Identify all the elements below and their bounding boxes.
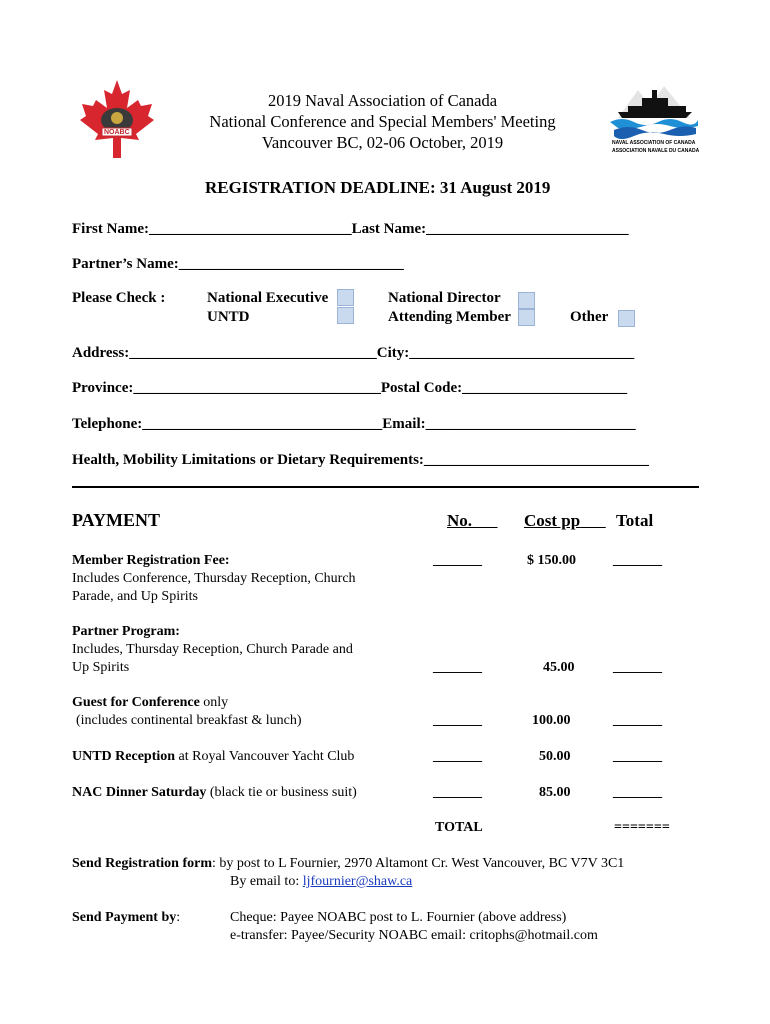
conference-title bbox=[190, 90, 575, 153]
first-name-row bbox=[72, 221, 629, 238]
total-line[interactable]: ======= bbox=[614, 820, 670, 835]
health-row bbox=[72, 452, 649, 469]
send-form-email-row bbox=[230, 874, 412, 890]
nac-dinner-title: NAC Dinner Saturday bbox=[72, 785, 207, 800]
title-line-1: 2019 Naval Association of Canada bbox=[267, 91, 498, 110]
check-other-label: Other bbox=[570, 309, 609, 325]
payment-method-etransfer: e-transfer: Payee/Security NOABC email: critophs@hotmail.com bbox=[230, 928, 598, 943]
guest-title-rest: only bbox=[199, 695, 229, 710]
guest-no[interactable]: _______ bbox=[433, 713, 482, 728]
other-checkbox[interactable] bbox=[618, 310, 635, 327]
province-label: Province: bbox=[72, 380, 134, 396]
telephone-field[interactable]: ________________________________ bbox=[142, 416, 383, 432]
noabc-logo-text: NOABC bbox=[104, 129, 130, 136]
check-untd-label: UNTD bbox=[207, 309, 250, 325]
postal-code-field[interactable]: ______________________ bbox=[462, 380, 628, 396]
send-payment-label: Send Payment by bbox=[72, 910, 177, 925]
province-row bbox=[72, 380, 627, 397]
guest-total[interactable]: _______ bbox=[613, 713, 662, 728]
partner-program-title: Partner Program: bbox=[72, 624, 180, 639]
member-fee-desc-2: Parade, and Up Spirits bbox=[72, 589, 198, 604]
national-executive-checkbox[interactable] bbox=[337, 289, 354, 306]
noabc-logo bbox=[78, 78, 156, 160]
send-form-row bbox=[72, 856, 624, 872]
untd-title: UNTD Reception bbox=[72, 749, 176, 764]
nac-dinner-no[interactable]: _______ bbox=[433, 785, 482, 800]
member-fee-title: Member Registration Fee: bbox=[72, 553, 230, 568]
guest-title: Guest for Conference bbox=[72, 695, 200, 710]
untd-checkbox[interactable] bbox=[337, 307, 354, 324]
payment-method-cheque: Cheque: Payee NOABC post to L. Fournier (above address) bbox=[230, 910, 567, 925]
partner-program-no[interactable]: _______ bbox=[433, 660, 482, 675]
check-attending-member-label: Attending Member bbox=[388, 309, 511, 325]
partner-program-total[interactable]: _______ bbox=[613, 660, 662, 675]
first-name-label: First Name: bbox=[72, 221, 150, 237]
address-row bbox=[72, 345, 634, 362]
email-label: Email: bbox=[382, 416, 426, 432]
nac-logo-text-en: NAVAL ASSOCIATION OF CANADA bbox=[612, 140, 696, 146]
send-form-address: : by post to L Fournier, 2970 Altamont Cr. West Vancouver, BC V7V 3C1 bbox=[212, 856, 625, 871]
nac-dinner-total[interactable]: _______ bbox=[613, 785, 662, 800]
untd-cost: 50.00 bbox=[539, 749, 571, 764]
last-name-label: Last Name: bbox=[351, 221, 427, 237]
send-form-email-prefix: By email to: bbox=[230, 874, 303, 889]
nac-dinner-rest: (black tie or business suit) bbox=[206, 785, 357, 800]
member-fee-cost: $ 150.00 bbox=[527, 553, 576, 568]
nac-logo-text-fr: ASSOCIATION NAVALE DU CANADA bbox=[612, 148, 700, 154]
registration-deadline: REGISTRATION DEADLINE: 31 August 2019 bbox=[205, 178, 551, 197]
send-payment-colon: : bbox=[176, 910, 181, 925]
partner-program-cost: 45.00 bbox=[543, 660, 575, 675]
untd-row bbox=[72, 749, 354, 765]
total-label: TOTAL bbox=[435, 820, 483, 835]
health-field[interactable]: ______________________________ bbox=[423, 452, 649, 468]
send-form-label: Send Registration form bbox=[72, 856, 212, 871]
section-divider bbox=[72, 486, 699, 488]
send-payment-row bbox=[72, 910, 180, 926]
untd-rest: at Royal Vancouver Yacht Club bbox=[175, 749, 355, 764]
check-national-director-label: National Director bbox=[388, 290, 501, 306]
email-field[interactable]: ____________________________ bbox=[425, 416, 636, 432]
maple-leaf-icon bbox=[78, 78, 156, 160]
untd-total[interactable]: _______ bbox=[613, 749, 662, 764]
nac-logo bbox=[608, 80, 700, 160]
partner-program-desc-1: Includes, Thursday Reception, Church Parade and bbox=[72, 642, 353, 657]
guest-cost: 100.00 bbox=[532, 713, 571, 728]
partner-name-field[interactable]: ______________________________ bbox=[178, 256, 404, 272]
member-fee-no[interactable]: _______ bbox=[433, 553, 482, 568]
telephone-row bbox=[72, 416, 636, 433]
city-label: City: bbox=[376, 345, 410, 361]
first-name-field[interactable]: ___________________________ bbox=[149, 221, 352, 237]
col-total-header: Total bbox=[616, 511, 654, 530]
national-director-checkbox[interactable] bbox=[518, 292, 535, 309]
attending-member-checkbox[interactable] bbox=[518, 309, 535, 326]
address-field[interactable]: _________________________________ bbox=[129, 345, 377, 361]
partner-name-row bbox=[72, 256, 404, 273]
partner-name-label: Partner’s Name: bbox=[72, 256, 179, 272]
please-check-label: Please Check : bbox=[72, 290, 166, 306]
guest-title-row bbox=[72, 695, 228, 711]
guest-desc: (includes continental breakfast & lunch) bbox=[76, 713, 302, 728]
partner-program-desc-2: Up Spirits bbox=[72, 660, 130, 675]
last-name-field[interactable]: ___________________________ bbox=[426, 221, 629, 237]
province-field[interactable]: _________________________________ bbox=[133, 380, 381, 396]
payment-heading: PAYMENT bbox=[72, 510, 161, 530]
title-line-3: Vancouver BC, 02-06 October, 2019 bbox=[261, 133, 504, 152]
nac-dinner-cost: 85.00 bbox=[539, 785, 571, 800]
col-no-header: No. bbox=[447, 511, 473, 530]
telephone-label: Telephone: bbox=[72, 416, 143, 432]
untd-no[interactable]: _______ bbox=[433, 749, 482, 764]
member-fee-total[interactable]: _______ bbox=[613, 553, 662, 568]
postal-code-label: Postal Code: bbox=[380, 380, 463, 396]
member-fee-desc-1: Includes Conference, Thursday Reception, Church bbox=[72, 571, 356, 586]
ship-icon bbox=[608, 80, 700, 140]
col-cost-header: Cost pp bbox=[524, 511, 581, 530]
nac-dinner-row bbox=[72, 785, 357, 801]
health-label: Health, Mobility Limitations or Dietary Requirements: bbox=[72, 452, 424, 468]
address-label: Address: bbox=[72, 345, 130, 361]
check-national-executive-label: National Executive bbox=[207, 290, 329, 306]
title-line-2: National Conference and Special Members' Meeting bbox=[209, 112, 556, 131]
city-field[interactable]: ______________________________ bbox=[409, 345, 635, 361]
send-form-email-link[interactable]: ljfournier@shaw.ca bbox=[302, 874, 413, 889]
